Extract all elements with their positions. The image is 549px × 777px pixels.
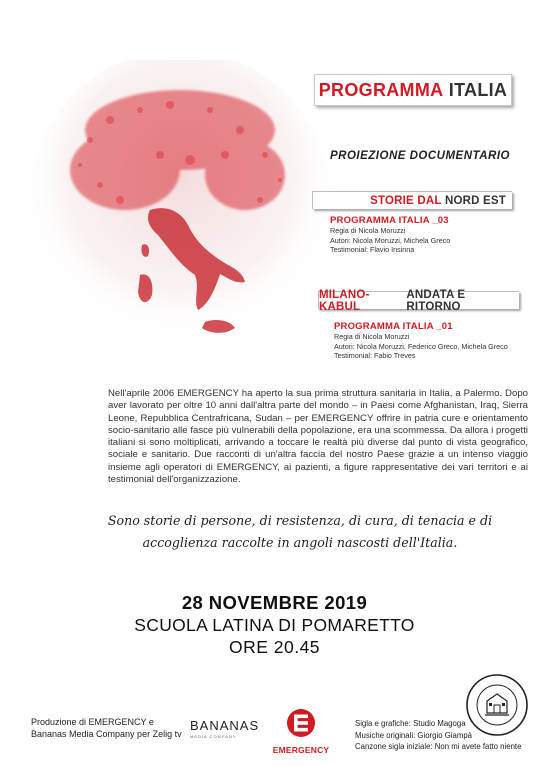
scuola-latina-seal-icon bbox=[465, 673, 529, 737]
description-paragraph: Nell'aprile 2006 EMERGENCY ha aperto la sua prima struttura sanitaria in Italia, a Palermo. Dopo aver lavorato per oltre 10 anni dall'altra parte del mondo – in Paesi come Afghanistan, Iraq, Sierra Leone, Repubblica Centrafricana, Sudan – per EMERGENCY offrire in patria cure e orientamento socio-sanitario alle fasce più vulnerabili della popolazione, era una scommessa. Da allora i progetti italiani si sono moltiplicati, arrivando a toccare le realtà più diverse dal punto di vista geografico, sociale e sanitario. Due racconti di un'altra faccia del nostro Paese grazie a un intenso viaggio insieme agli operatori di EMERGENCY, ai pazienti, a figure rappresentative dei vari territori e ai testimonial dell'organizzazione. bbox=[108, 388, 528, 486]
credit-line: Sigla e grafiche: Studio Magoga bbox=[355, 719, 466, 728]
episode-title: PROGRAMMA ITALIA _03 bbox=[330, 215, 449, 226]
emergency-logo-icon bbox=[286, 708, 316, 738]
production-line: Produzione di EMERGENCY e bbox=[31, 717, 154, 727]
section-bar-storie-dal-nord-est bbox=[312, 191, 512, 209]
episode-block bbox=[330, 215, 450, 255]
section-bar-milano-kabul bbox=[318, 288, 519, 313]
event-time: ORE 20.45 bbox=[228, 637, 321, 657]
bananas-logo bbox=[190, 718, 259, 739]
italy-map-illustration bbox=[30, 60, 330, 360]
production-line: Bananas Media Company per Zelig tv bbox=[31, 729, 182, 739]
episode-authors: Autori: Nicola Moruzzi, Michela Greco bbox=[330, 235, 451, 245]
episode-director: Regia di Nicola Moruzzi bbox=[334, 332, 410, 341]
section-bar-red-text: STORIE DAL bbox=[370, 194, 442, 207]
screening-subtitle: PROIEZIONE DOCUMENTARIO bbox=[330, 150, 510, 162]
episode-testimonial: Testimonial: Flavio Insinna bbox=[330, 245, 415, 254]
credit-line: Musiche originali: Giorgio Giampà bbox=[355, 730, 473, 740]
italic-quote: Sono storie di persone, di resistenza, di cura, di tenacia e di accoglienza raccolte in angoli nascosti dell'Italia. bbox=[107, 513, 493, 550]
emergency-logo bbox=[266, 708, 336, 755]
event-date: 28 NOVEMBRE 2019 bbox=[181, 592, 368, 613]
emergency-logo-word: EMERGENCY bbox=[272, 745, 330, 755]
bananas-logo-subtitle: MEDIA COMPANY bbox=[190, 734, 237, 739]
program-title-box bbox=[314, 74, 512, 106]
event-venue: SCUOLA LATINA DI POMARETTO bbox=[134, 615, 415, 635]
episode-block bbox=[334, 321, 508, 361]
bananas-logo-word: BANANAS bbox=[190, 718, 260, 733]
credit-line: Canzone sigla iniziale: Non mi avete fatto niente bbox=[355, 742, 522, 751]
production-credits bbox=[31, 716, 182, 740]
section-bar-dark-text: NORD EST bbox=[444, 194, 506, 207]
episode-director: Regia di Nicola Moruzzi bbox=[330, 226, 406, 235]
section-bar-red-text: MILANO-KABUL bbox=[319, 288, 370, 313]
title-part-dark: ITALIA bbox=[448, 79, 508, 100]
episode-authors: Autori: Nicola Moruzzi, Federico Greco, Michela Greco bbox=[334, 341, 508, 351]
episode-title: PROGRAMMA ITALIA _01 bbox=[334, 321, 453, 332]
episode-testimonial: Testimonial: Fabio Treves bbox=[334, 351, 416, 360]
section-bar-dark-text: ANDATA E RITORNO bbox=[406, 288, 466, 313]
title-part-red: PROGRAMMA bbox=[318, 79, 444, 100]
